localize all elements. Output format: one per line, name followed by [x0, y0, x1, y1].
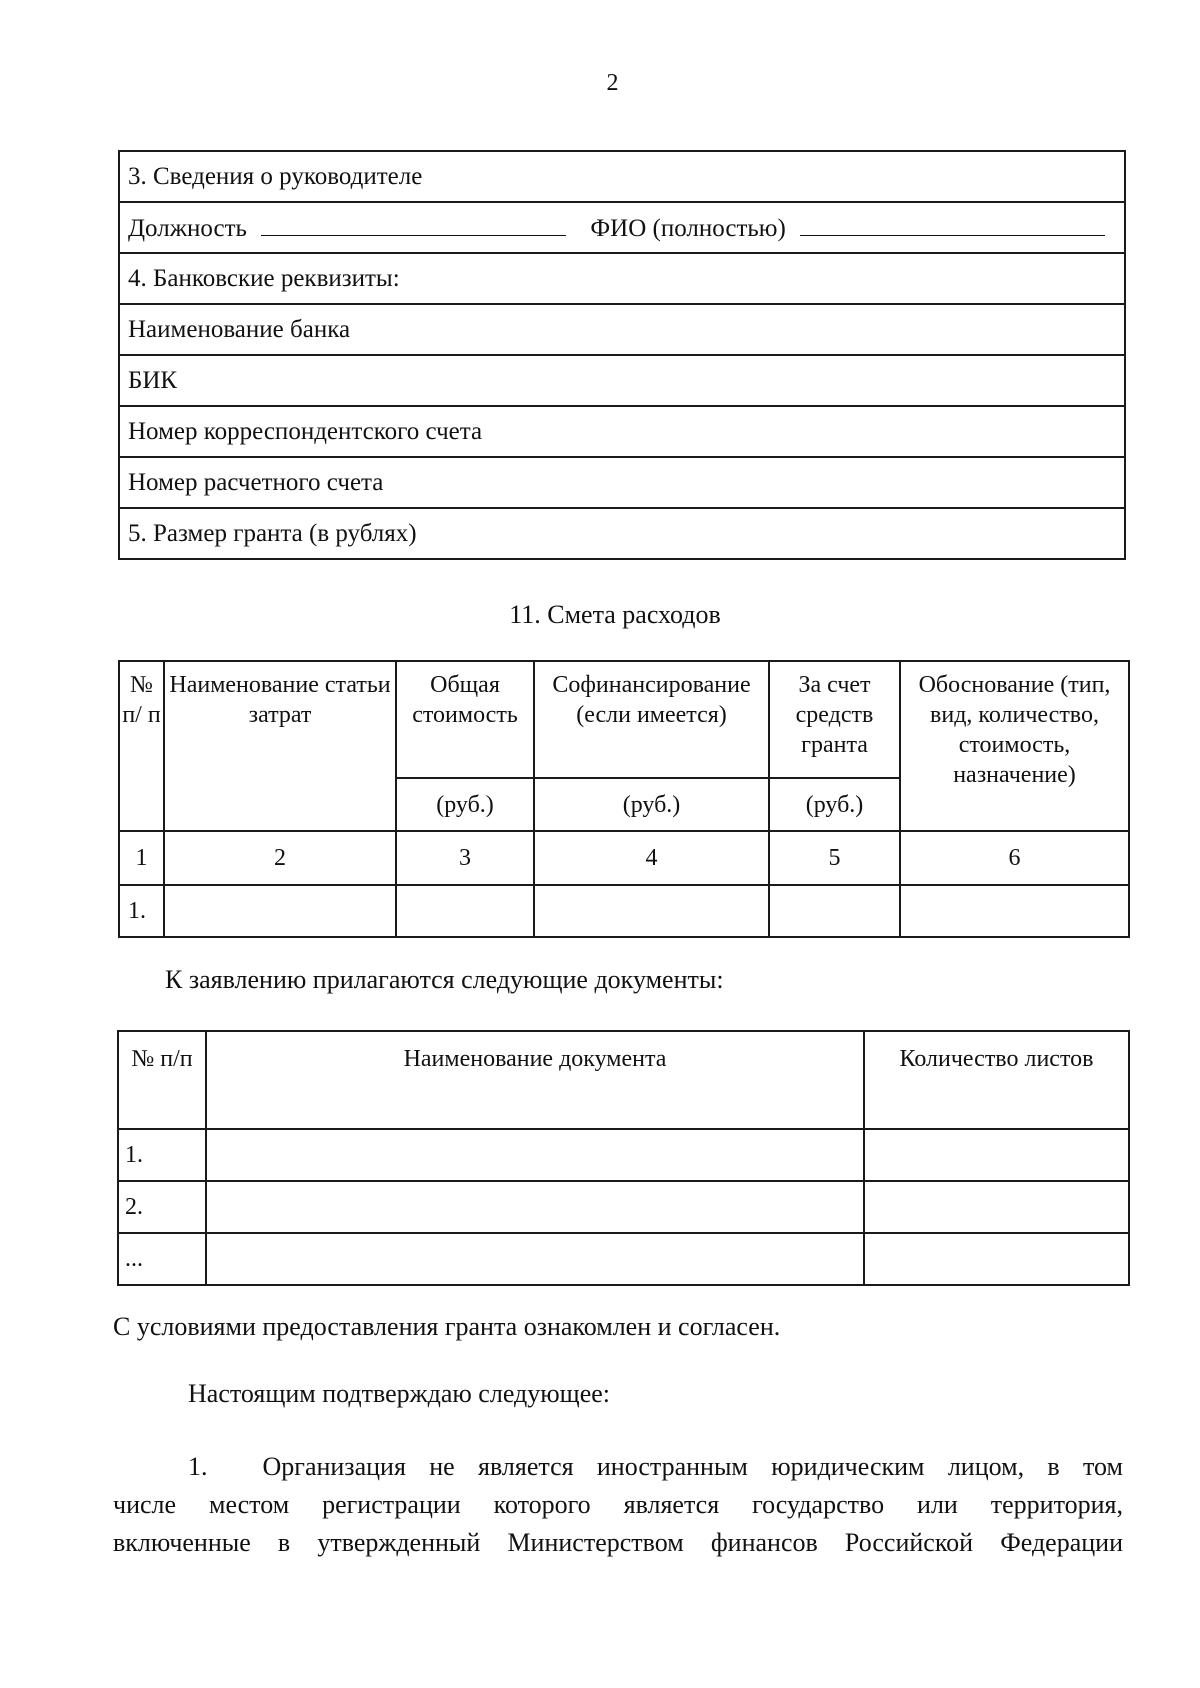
item-1-line-1-text: Организация не является иностранным юридическим лицом, в том: [262, 1452, 1123, 1481]
item-1-number: 1.: [188, 1452, 208, 1481]
section3-title: 3. Сведения о руководителе: [119, 151, 1125, 202]
section4-title: 4. Банковские реквизиты:: [119, 253, 1125, 304]
budget-row-1-total[interactable]: [396, 885, 534, 937]
col-number-1: 1: [119, 831, 164, 885]
bank-name-label: Наименование банка: [119, 304, 1125, 355]
doc-hdr-sheets: Количество листов: [864, 1031, 1129, 1129]
position-label: Должность: [128, 214, 247, 242]
hdr-grant: За счет средств гранта: [769, 661, 900, 778]
unit-cofinancing: (руб.): [534, 778, 769, 831]
applicant-info-table: [118, 150, 1126, 560]
doc-row-sheets[interactable]: [864, 1233, 1129, 1285]
budget-title: 11. Смета расходов: [509, 600, 721, 629]
col-number-2: 2: [164, 831, 396, 885]
budget-row-1-num: 1.: [119, 885, 164, 937]
attached-docs-title: К заявлению прилагаются следующие документы:: [165, 965, 724, 994]
settlement-account-label: Номер расчетного счета: [119, 457, 1125, 508]
doc-hdr-num: № п/п: [118, 1031, 206, 1129]
budget-row-1-justification[interactable]: [900, 885, 1129, 937]
documents-table: [117, 1030, 1130, 1286]
fullname-label: ФИО (полностью): [590, 214, 786, 242]
col-number-4: 4: [534, 831, 769, 885]
col-number-3: 3: [396, 831, 534, 885]
position-fullname-row: [119, 202, 1125, 253]
budget-table: [118, 660, 1130, 938]
budget-row-1-item[interactable]: [164, 885, 396, 937]
col-number-6: 6: [900, 831, 1129, 885]
item-1-line-3: включенные в утвержденный Министерством финансов Российской Федерации: [113, 1528, 1123, 1557]
doc-row-name[interactable]: [206, 1129, 864, 1181]
item-1-line-1: [113, 1448, 1123, 1486]
hdr-num: № п/ п: [119, 661, 164, 831]
doc-row-sheets[interactable]: [864, 1181, 1129, 1233]
doc-row-sheets[interactable]: [864, 1129, 1129, 1181]
section5-title: 5. Размер гранта (в рублях): [119, 508, 1125, 559]
doc-hdr-name: Наименование документа: [206, 1031, 864, 1129]
consent-text: С условиями предоставления гранта ознакомлен и согласен.: [113, 1312, 781, 1341]
confirm-text: Настоящим подтверждаю следующее:: [188, 1379, 610, 1408]
hdr-justification: Обоснование (тип, вид, количество, стоимость, назначение): [900, 661, 1129, 831]
doc-row-name[interactable]: [206, 1181, 864, 1233]
position-field[interactable]: [261, 213, 566, 236]
bik-label: БИК: [119, 355, 1125, 406]
fullname-field[interactable]: [800, 213, 1105, 236]
hdr-total: Общая стоимость: [396, 661, 534, 778]
page-number: 2: [606, 70, 619, 96]
corr-account-label: Номер корреспондентского счета: [119, 406, 1125, 457]
doc-row-num: ...: [118, 1233, 206, 1285]
item-1-line-2: числе местом регистрации которого является государство или территория,: [113, 1490, 1123, 1519]
unit-grant: (руб.): [769, 778, 900, 831]
doc-row-num: 1.: [118, 1129, 206, 1181]
doc-row-num: 2.: [118, 1181, 206, 1233]
budget-row-1-cofinancing[interactable]: [534, 885, 769, 937]
hdr-item: Наименование статьи затрат: [164, 661, 396, 831]
budget-row-1-grant[interactable]: [769, 885, 900, 937]
unit-total: (руб.): [396, 778, 534, 831]
doc-row-name[interactable]: [206, 1233, 864, 1285]
col-number-5: 5: [769, 831, 900, 885]
item-1-paragraph: [113, 1448, 1123, 1562]
hdr-cofinancing: Софинансирование (если имеется): [534, 661, 769, 778]
